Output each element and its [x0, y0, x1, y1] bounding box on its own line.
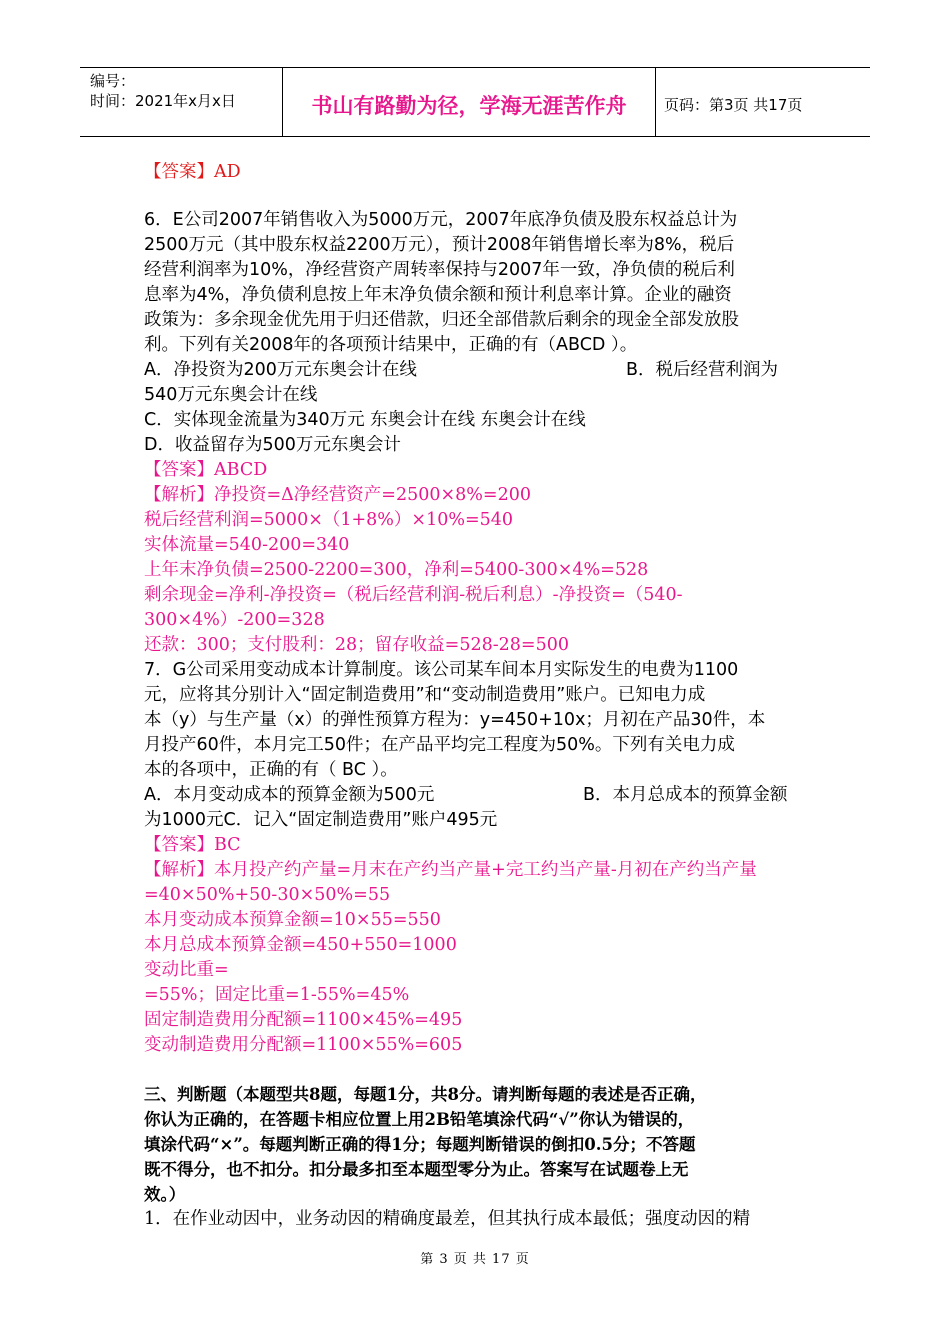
header-motto-cell: [283, 68, 656, 136]
section-heading-line: 你认为正确的，在答题卡相应位置上用2B铅笔填涂代码“√”你认为错误的，: [144, 1110, 695, 1129]
section-heading-line: 三、判断题（本题型共8题，每题1分，共8分。请判断每题的表述是否正确，: [144, 1085, 707, 1104]
answer-line: 【解析】净投资=Δ净经营资产=2500×8%=200: [144, 485, 531, 505]
answer-line: 【答案】ABCD: [144, 460, 268, 480]
answer-line: 税后经营利润=5000×（1+8%）×10%=540: [144, 510, 514, 530]
section-heading-line: 既不得分，也不扣分。扣分最多扣至本题型零分为止。答案写在试题卷上无: [144, 1160, 689, 1179]
option-right-column: B．税后经营利润为: [626, 360, 779, 380]
answer-line: 300×4%）-200=328: [144, 610, 325, 630]
question-line: 经营利润率为10%，净经营资产周转率保持与2007年一致，净负债的税后利: [144, 260, 735, 280]
question-line: 月投产60件，本月完工50件；在产品平均完工程度为50%。下列有关电力成: [144, 735, 735, 755]
question-line: 为1000元C．记入“固定制造费用”账户495元: [144, 810, 498, 830]
question-line: 1．在作业动因中，业务动因的精确度最差，但其执行成本最低；强度动因的精: [144, 1209, 751, 1229]
question-line: A．净投资为200万元东奥会计在线: [144, 360, 417, 380]
answer-line: 剩余现金=净利-净投资=（税后经营利润-税后利息）-净投资=（540-: [144, 585, 683, 605]
question-line: D．收益留存为500万元东奥会计: [144, 435, 401, 455]
answer-line: 本月总成本预算金额=450+550=1000: [144, 935, 457, 955]
section-heading-line: 效。）: [144, 1185, 186, 1204]
header-left-cell: [80, 68, 283, 136]
header-right-cell: [656, 68, 870, 136]
answer-line: 还款：300；支付股利：28；留存收益=528-28=500: [144, 635, 569, 655]
answer-line: 【答案】BC: [144, 835, 241, 855]
page-footer: 第 3 页 共 17 页: [420, 1252, 530, 1267]
question-line: 利。下列有关2008年的各项预计结果中，正确的有（ABCD ）。: [144, 335, 638, 355]
option-right-column: B．本月总成本的预算金额: [583, 785, 788, 805]
answer-line: 【解析】本月投产约产量=月末在产约当产量+完工约当产量-月初在产约当产量: [144, 860, 757, 880]
answer-line: =40×50%+50-30×50%=55: [144, 885, 391, 905]
question-line: 7．G公司采用变动成本计算制度。该公司某车间本月实际发生的电费为1100: [144, 660, 739, 680]
answer-line: =55%；固定比重=1-55%=45%: [144, 985, 410, 1005]
section-heading-line: 填涂代码“×”。每题判断正确的得1分；每题判断错误的倒扣0.5分；不答题: [144, 1135, 696, 1154]
answer-line: 固定制造费用分配额=1100×45%=495: [144, 1010, 463, 1030]
answer-line: 实体流量=540-200=340: [144, 535, 350, 555]
answer-line: 本月变动成本预算金额=10×55=550: [144, 910, 441, 930]
question-line: 本（y）与生产量（x）的弹性预算方程为：y=450+10x；月初在产品30件，本: [144, 710, 766, 730]
page-header: [80, 67, 870, 137]
question-line: C．实体现金流量为340万元 东奥会计在线 东奥会计在线: [144, 410, 586, 430]
question-line: 本的各项中，正确的有（ BC ）。: [144, 760, 398, 780]
question-line: 元，应将其分别计入“固定制造费用”和“变动制造费用”账户。已知电力成: [144, 685, 706, 705]
question-line: 政策为：多余现金优先用于归还借款，归还全部借款后剩余的现金全部发放股: [144, 310, 739, 330]
question-line: A．本月变动成本的预算金额为500元: [144, 785, 435, 805]
answer-line: 变动比重=: [144, 960, 229, 980]
document-date-label: 时间：2021年x月x日: [90, 92, 236, 110]
question-line: 540万元东奥会计在线: [144, 385, 318, 405]
question-line: 2500万元（其中股东权益2200万元），预计2008年销售增长率为8%，税后: [144, 235, 735, 255]
question-line: 息率为4%，净负债利息按上年末净负债余额和预计利息率计算。企业的融资: [144, 285, 732, 305]
answer-line: 上年末净负债=2500-2200=300，净利=5400-300×4%=528: [144, 560, 649, 580]
question-line: 6．E公司2007年销售收入为5000万元，2007年底净负债及股东权益总计为: [144, 210, 738, 230]
header-page-indicator: 页码：第3页 共17页: [664, 96, 803, 114]
document-number-label: 编号：: [90, 72, 136, 90]
answer-line: 【答案】AD: [144, 162, 241, 182]
answer-line: 变动制造费用分配额=1100×55%=605: [144, 1035, 463, 1055]
header-motto: 书山有路勤为径，学海无涯苦作舟: [311, 94, 627, 118]
